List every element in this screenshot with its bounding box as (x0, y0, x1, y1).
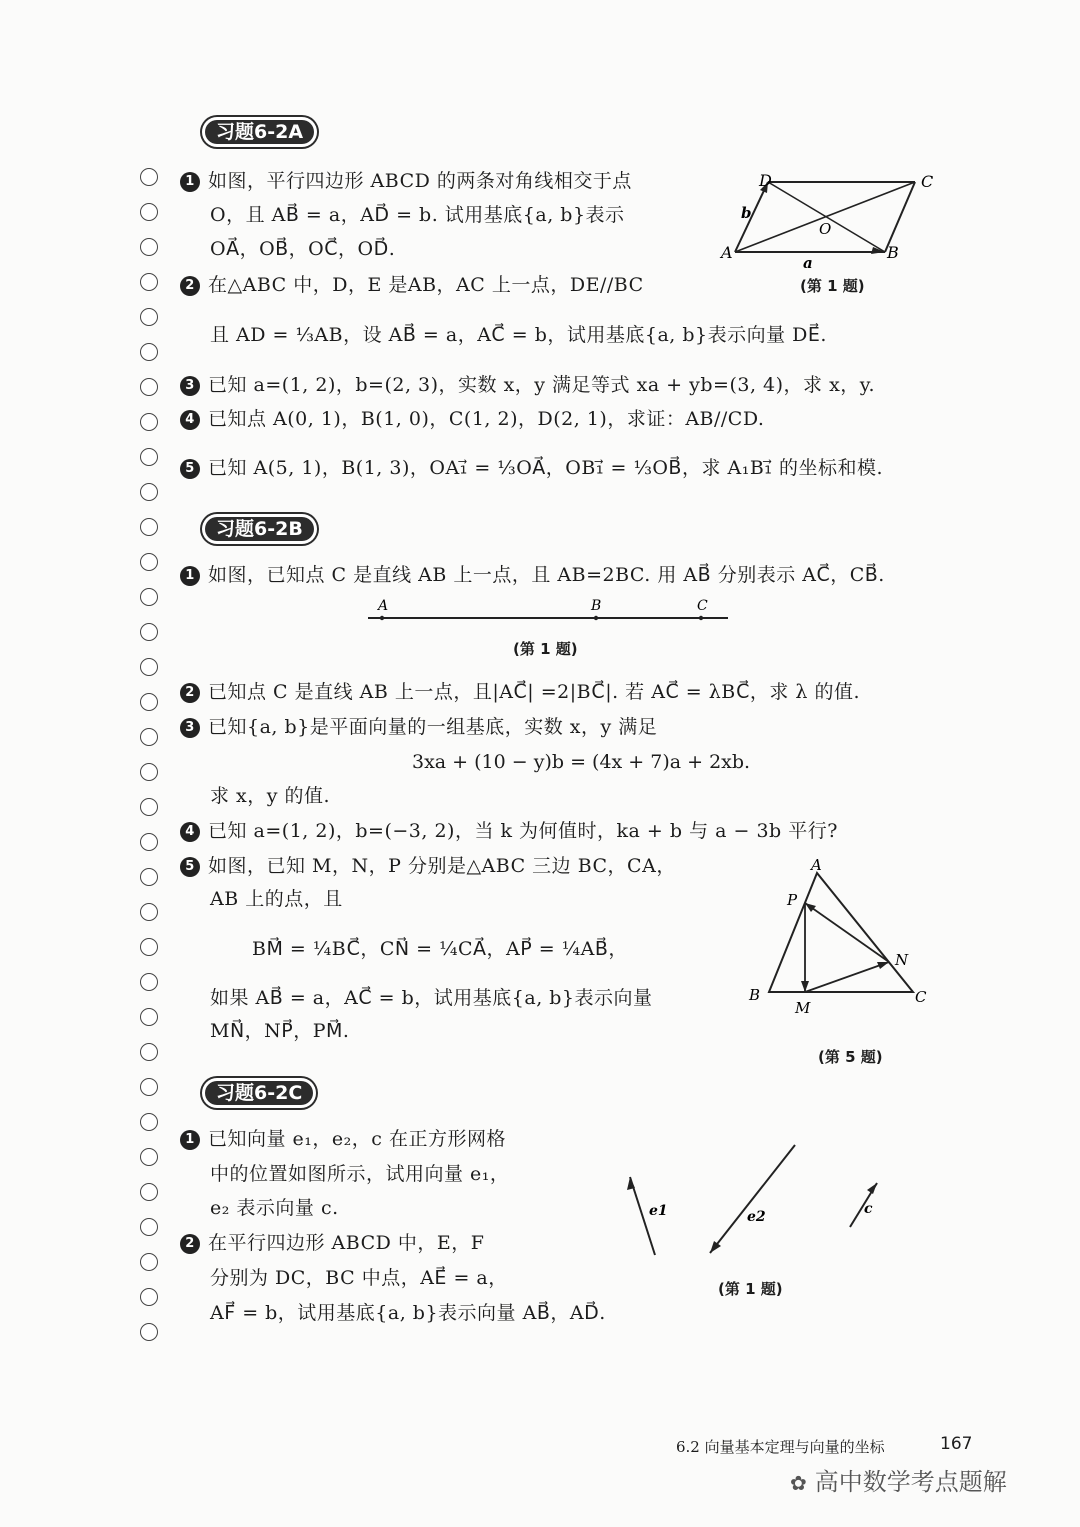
question-a1-line1: 1 如图，平行四边形 ABCD 的两条对角线相交于点 (180, 168, 632, 194)
label-e1: e1 (649, 1203, 668, 1219)
label-M: M (795, 999, 811, 1017)
binder-hole (140, 1043, 158, 1061)
binder-hole (140, 1253, 158, 1271)
question-number: 1 (180, 1130, 200, 1150)
binder-hole (140, 588, 158, 606)
binder-hole (140, 1183, 158, 1201)
section-c-badge: 习题6-2C (202, 1078, 316, 1108)
binder-hole (140, 973, 158, 991)
question-number: 5 (180, 459, 200, 479)
binder-hole (140, 1148, 158, 1166)
question-a1-line3: OA⃗，OB⃗，OC⃗，OD⃗. (210, 238, 396, 260)
label-N: N (895, 951, 909, 969)
parallelogram-figure (715, 168, 945, 273)
binder-hole (140, 238, 158, 256)
binder-hole (140, 1288, 158, 1306)
label-D: D (759, 171, 772, 190)
label-a: a (803, 254, 813, 272)
question-b1: 1 如图，已知点 C 是直线 AB 上一点，且 AB=2BC. 用 AB⃗ 分别表示 AC⃗，CB⃗. (180, 562, 885, 588)
label-B: B (749, 986, 761, 1004)
label-C: C (915, 988, 927, 1006)
binder-hole (140, 903, 158, 921)
label-B: B (887, 243, 899, 262)
binder-hole (140, 868, 158, 886)
label-A: A (378, 598, 389, 614)
label-O: O (819, 220, 832, 238)
label-B: B (591, 598, 602, 614)
question-b3-end: 求 x，y 的值. (210, 785, 331, 807)
line-figure (360, 596, 740, 628)
question-b5-line1: 5 如图，已知 M，N，P 分别是△ABC 三边 BC，CA， (180, 853, 676, 879)
binder-hole (140, 1218, 158, 1236)
question-number: 1 (180, 172, 200, 192)
label-c: c (864, 1201, 873, 1217)
binder-hole (140, 833, 158, 851)
question-c2-line1: 2 在平行四边形 ABCD 中，E，F (180, 1230, 484, 1256)
question-number: 3 (180, 718, 200, 738)
question-c1-line2: 中的位置如图所示，试用向量 e₁， (210, 1163, 510, 1185)
label-b: b (741, 204, 752, 222)
figure-caption-b5: (第 5 题) (818, 1048, 883, 1066)
section-b-badge: 习题6-2B (202, 514, 317, 544)
binder-hole (140, 728, 158, 746)
binder-hole (140, 343, 158, 361)
question-c2-line3: AF⃗ = b，试用基底{a, b}表示向量 AB⃗，AD⃗. (210, 1302, 606, 1324)
question-a2-line2: 且 AD = ⅓AB，设 AB⃗ = a，AC⃗ = b，试用基底{a, b}表示向量 DE⃗. (210, 324, 827, 346)
question-a2-line1: 2 在△ABC 中，D，E 是AB，AC 上一点，DE//BC (180, 272, 644, 298)
question-number: 1 (180, 566, 200, 586)
question-c2-line2: 分别为 DC，BC 中点，AE⃗ = a， (210, 1267, 508, 1289)
binder-hole (140, 273, 158, 291)
label-e2: e2 (747, 1209, 766, 1225)
triangle-figure (745, 855, 940, 1020)
binder-hole (140, 763, 158, 781)
figure-caption-c1: (第 1 题) (718, 1280, 783, 1298)
question-number: 4 (180, 410, 200, 430)
question-a3: 3 已知 a=(1, 2)，b=(2, 3)，实数 x，y 满足等式 xa + yb=(3, 4)，求 x，y. (180, 372, 875, 398)
binder-hole (140, 378, 158, 396)
section-a-badge: 习题6-2A (202, 117, 317, 147)
figure-caption-b1: (第 1 题) (513, 640, 578, 658)
question-number: 2 (180, 1234, 200, 1254)
question-number: 2 (180, 683, 200, 703)
wechat-icon: ✿ (790, 1471, 807, 1495)
question-b2: 2 已知点 C 是直线 AB 上一点，且|AC⃗| =2|BC⃗|. 若 AC⃗ = λBC⃗，求 λ 的值. (180, 679, 860, 705)
question-b5-line2: AB 上的点，且 (210, 888, 343, 910)
binder-hole (140, 1078, 158, 1096)
label-P: P (787, 891, 798, 909)
binder-hole (140, 658, 158, 676)
binder-hole (140, 693, 158, 711)
watermark: ✿ 高中数学考点题解 (790, 1468, 1007, 1496)
binder-hole (140, 448, 158, 466)
binder-hole (140, 553, 158, 571)
vectors-figure (615, 1135, 935, 1270)
binder-hole (140, 938, 158, 956)
question-b3-equation: 3xa + (10 − y)b = (4x + 7)a + 2xb. (412, 751, 751, 773)
label-A: A (721, 243, 733, 262)
question-b5-line4: 如果 AB⃗ = a，AC⃗ = b，试用基底{a, b}表示向量 (210, 987, 653, 1009)
figure-caption-a1: (第 1 题) (800, 277, 865, 295)
binder-hole (140, 1323, 158, 1341)
question-c1-line3: e₂ 表示向量 c. (210, 1197, 339, 1219)
question-a4: 4 已知点 A(0, 1)，B(1, 0)，C(1, 2)，D(2, 1)，求证：AB//CD. (180, 406, 764, 432)
question-c1-line1: 1 已知向量 e₁，e₂，c 在正方形网格 (180, 1126, 506, 1152)
binder-hole (140, 623, 158, 641)
question-number: 2 (180, 276, 200, 296)
binder-hole (140, 168, 158, 186)
question-b5-line5: MN⃗，NP⃗，PM⃗. (210, 1020, 350, 1042)
question-b4: 4 已知 a=(1, 2)，b=(−3, 2)，当 k 为何值时，ka + b 与 a − 3b 平行? (180, 818, 838, 844)
page-number: 167 (940, 1434, 973, 1454)
running-footer: 6.2 向量基本定理与向量的坐标 (676, 1438, 885, 1456)
binder-hole (140, 798, 158, 816)
question-number: 5 (180, 857, 200, 877)
label-C: C (697, 598, 708, 614)
question-a5: 5 已知 A(5, 1)，B(1, 3)，OA₁⃗ = ⅓OA⃗，OB₁⃗ = ⅓OB⃗，求 A₁B₁⃗ 的坐标和模. (180, 455, 883, 481)
binder-hole (140, 308, 158, 326)
question-b3: 3 已知{a, b}是平面向量的一组基底，实数 x，y 满足 (180, 714, 657, 740)
binder-hole (140, 1008, 158, 1026)
question-number: 4 (180, 822, 200, 842)
label-C: C (921, 172, 934, 191)
question-number: 3 (180, 376, 200, 396)
question-a1-line2: O，且 AB⃗ = a，AD⃗ = b. 试用基底{a, b}表示 (210, 204, 625, 226)
question-b5-line3: BM⃗ = ¼BC⃗，CN⃗ = ¼CA⃗，AP⃗ = ¼AB⃗， (252, 938, 628, 960)
binder-hole (140, 1113, 158, 1131)
binder-hole (140, 203, 158, 221)
binder-hole (140, 483, 158, 501)
binder-hole (140, 413, 158, 431)
label-A: A (811, 856, 822, 874)
binder-hole (140, 518, 158, 536)
